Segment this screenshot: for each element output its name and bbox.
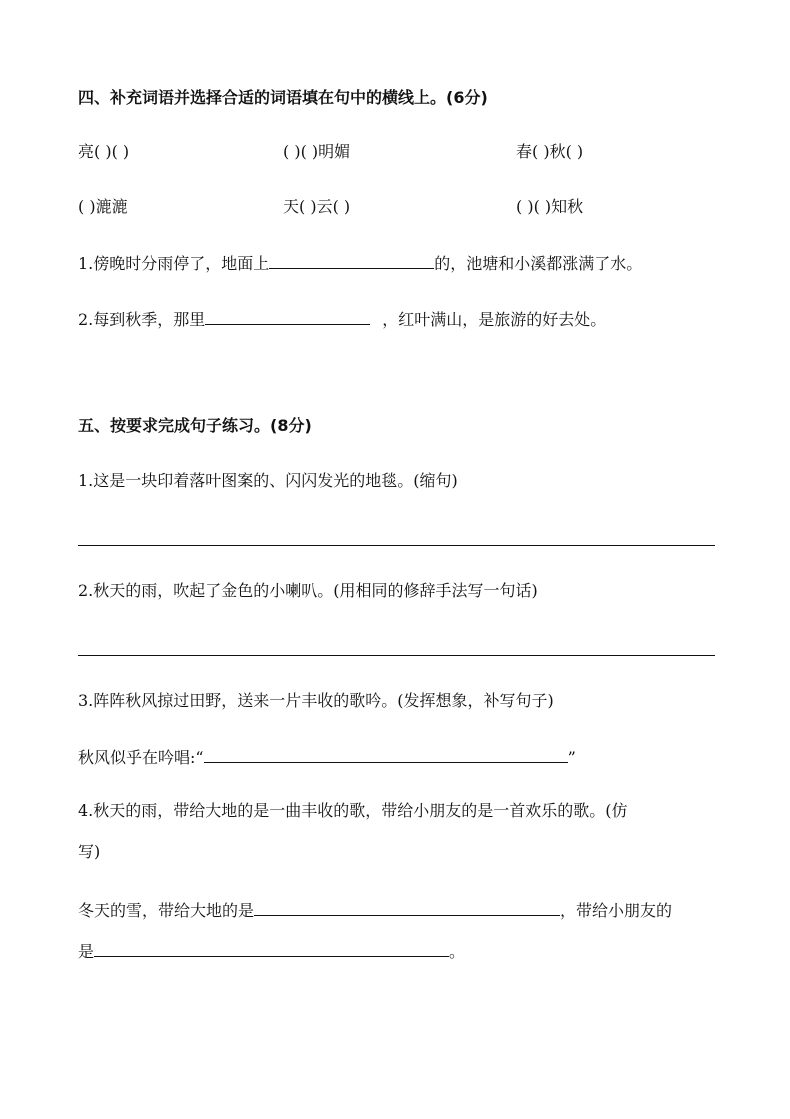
exercise-4-blank-1[interactable] [254,897,560,916]
word-fill-4: ( )漉漉 [78,197,128,216]
word-fill-1: 亮( )( ) [78,142,130,161]
sentence-fill-2 [78,306,606,332]
section-4-heading: 四、补充词语并选择合适的词语填在句中的横线上。(6分) [78,88,488,107]
word-fill-6: ( )( )知秋 [516,197,584,216]
exercise-4-line-1: 4.秋天的雨，带给大地的是一曲丰收的歌，带给小朋友的是一首欢乐的歌。(仿 [78,801,628,820]
answer-line-1[interactable] [78,545,715,546]
word-fill-2: ( )( )明媚 [283,142,351,161]
exercise-2: 2.秋天的雨，吹起了金色的小喇叭。(用相同的修辞手法写一句话) [78,581,538,600]
exercise-3-answer [78,744,576,770]
exercise-4-blank-2[interactable] [94,938,449,957]
exercise-3-suffix: ” [567,748,576,767]
sentence-fill-2-after: ，红叶满山，是旅游的好去处。 [382,310,607,329]
sentence-blank-2[interactable] [205,306,370,325]
exercise-4-answer-c: 是 [78,942,95,961]
exercise-1: 1.这是一块印着落叶图案的、闪闪发光的地毯。(缩句) [78,471,458,490]
exercise-4-answer-2 [78,938,465,964]
sentence-fill-1 [78,250,642,276]
answer-line-2[interactable] [78,655,715,656]
word-fill-5: 天( )云( ) [283,197,351,216]
exercise-3: 3.阵阵秋风掠过田野，送来一片丰收的歌吟。(发挥想象，补写句子) [78,691,554,710]
exercise-4-answer-1 [78,897,672,923]
sentence-fill-1-after: 的，池塘和小溪都涨满了水。 [434,254,643,273]
exercise-3-blank[interactable] [204,744,568,763]
word-fill-3: 春( )秋( ) [516,142,584,161]
exercise-4-answer-b: ，带给小朋友的 [560,901,673,920]
sentence-fill-1-before: 1.傍晚时分雨停了，地面上 [78,254,270,273]
exercise-4-line-2: 写) [78,842,101,861]
sentence-fill-2-before: 2.每到秋季，那里 [78,310,206,329]
sentence-blank-1[interactable] [269,250,434,269]
exercise-3-prefix: 秋风似乎在吟唱:“ [78,748,204,767]
exercise-4-answer-end: 。 [449,942,466,961]
exercise-4-answer-a: 冬天的雪，带给大地的是 [78,901,255,920]
section-5-heading: 五、按要求完成句子练习。(8分) [78,416,312,435]
